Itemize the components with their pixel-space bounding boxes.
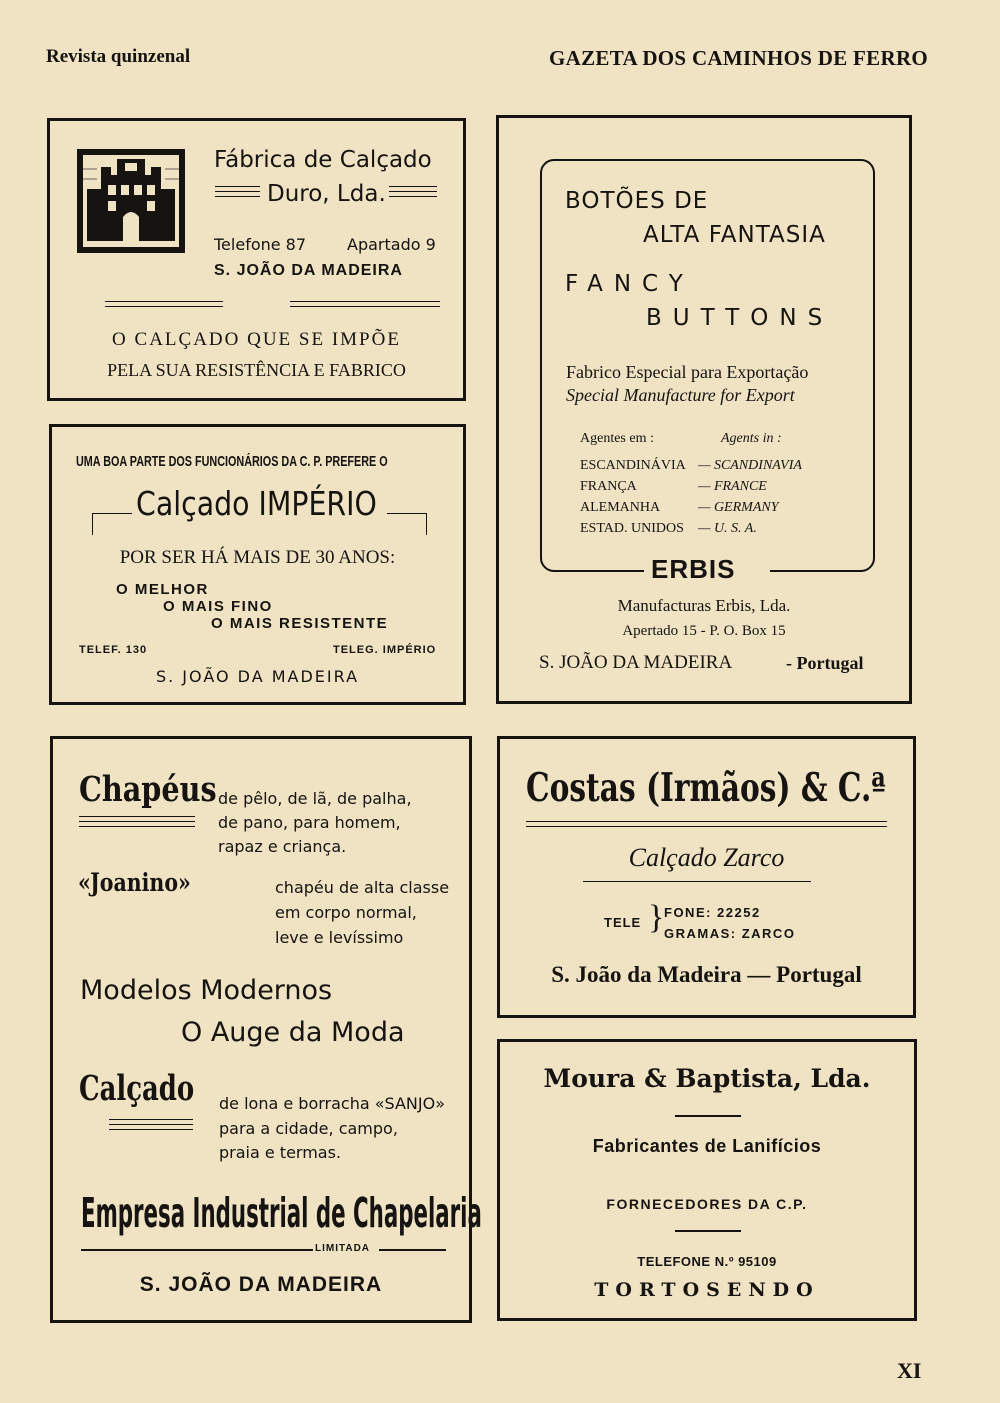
duro-slogan1: O CALÇADO QUE SE IMPÕE xyxy=(112,329,401,350)
divider xyxy=(389,186,437,187)
erbis-row-en: — FRANCE xyxy=(698,479,767,494)
divider xyxy=(109,1119,193,1120)
duro-slogan2: PELA SUA RESISTÊNCIA E FABRICO xyxy=(107,360,406,380)
divider xyxy=(387,513,427,514)
divider xyxy=(105,301,223,302)
divider xyxy=(92,513,132,514)
imperio-l1: O MELHOR xyxy=(116,581,209,598)
divider xyxy=(583,881,811,882)
erbis-agents-pt: Agentes em : xyxy=(580,431,654,446)
divider xyxy=(379,1249,446,1251)
ad-chapeus xyxy=(50,736,482,1323)
duro-title1: Fábrica de Calçado xyxy=(214,147,432,173)
costas-place: S. João da Madeira — Portugal xyxy=(551,962,862,987)
erbis-b2: ALTA FANTASIA xyxy=(643,222,826,248)
chapeus-desc1: de pêlo, de lã, de palha, xyxy=(218,789,412,808)
ad-erbis xyxy=(496,115,912,704)
divider xyxy=(81,1249,313,1251)
erbis-row-pt: ESTAD. UNIDOS xyxy=(580,521,684,536)
header-left: Revista quinzenal xyxy=(46,46,191,67)
erbis-agents-en: Agents in : xyxy=(721,431,782,446)
imperio-teleg: TELEG. IMPÉRIO xyxy=(333,644,437,656)
erbis-place: S. JOÃO DA MADEIRA xyxy=(539,652,733,673)
costas-fone: FONE: 22252 xyxy=(664,905,761,920)
divider xyxy=(675,1115,741,1117)
page-number: XI xyxy=(897,1358,922,1383)
divider xyxy=(215,196,260,197)
chapeus-place: S. JOÃO DA MADEIRA xyxy=(139,1273,383,1296)
duro-title2: Duro, Lda. xyxy=(267,181,386,207)
erbis-row-en: — GERMANY xyxy=(698,500,779,515)
costas-gramas: GRAMAS: ZARCO xyxy=(664,926,796,941)
auge-line: O Auge da Moda xyxy=(181,1017,405,1048)
imperio-l2: O MAIS FINO xyxy=(163,598,273,615)
castle-logo xyxy=(77,149,185,253)
divider xyxy=(79,821,195,822)
duro-apartado: Apartado 9 xyxy=(347,235,436,254)
costas-brace: } xyxy=(648,899,665,936)
ad-duro xyxy=(47,118,466,401)
joanino-desc1: chapéu de alta classe xyxy=(275,878,450,897)
moura-place: TORTOSENDO xyxy=(594,1279,820,1301)
erbis-b1: BOTÕES DE xyxy=(565,188,709,214)
duro-place: S. JOÃO DA MADEIRA xyxy=(214,262,403,279)
ad-costas xyxy=(497,736,916,1018)
divider xyxy=(215,191,260,192)
modelos-line: Modelos Modernos xyxy=(80,975,333,1006)
header-right: GAZETA DOS CAMINHOS DE FERRO xyxy=(549,46,929,70)
empresa-limitada: LIMITADA xyxy=(315,1243,371,1254)
imperio-telef: TELEF. 130 xyxy=(79,644,148,656)
erbis-row-pt: ESCANDINÁVIA xyxy=(580,458,686,473)
imperio-l3: O MAIS RESISTENTE xyxy=(211,615,389,632)
erbis-row-pt: FRANÇA xyxy=(580,479,637,494)
divider xyxy=(389,196,437,197)
joanino-desc2: em corpo normal, xyxy=(275,903,417,922)
chapeus-desc2: de pano, para homem, xyxy=(218,813,401,832)
divider xyxy=(109,1124,193,1125)
chapeus-title: Chapéus xyxy=(79,769,217,810)
chapeus-desc3: rapaz e criança. xyxy=(218,837,347,856)
calcado-desc2: para a cidade, campo, xyxy=(219,1119,398,1138)
calcado-desc1: de lona e borracha «SANJO» xyxy=(219,1094,445,1113)
imperio-title: Calçado IMPÉRIO xyxy=(136,484,377,523)
erbis-p1: Fabrico Especial para Exportação xyxy=(566,362,809,382)
costas-title: Costas (Irmãos) & C.ª xyxy=(526,765,886,811)
erbis-f2: BUTTONS xyxy=(646,305,834,331)
divider xyxy=(79,816,195,817)
calcado-title: Calçado xyxy=(79,1068,195,1109)
calcado-desc3: praia e termas. xyxy=(219,1143,342,1162)
duro-telefone: Telefone 87 xyxy=(214,235,307,254)
joanino-desc3: leve e levíssimo xyxy=(275,928,404,947)
imperio-top: UMA BOA PARTE DOS FUNCIONÁRIOS DA C. P. PREFERE O xyxy=(76,453,388,470)
erbis-box: Apertado 15 - P. O. Box 15 xyxy=(622,623,786,639)
imperio-place: S. JOÃO DA MADEIRA xyxy=(155,667,360,686)
moura-sub: Fabricantes de Lanifícios xyxy=(592,1136,822,1156)
moura-fornecedores: FORNECEDORES DA C.P. xyxy=(606,1196,808,1212)
joanino-title: «Joanino» xyxy=(78,868,191,897)
ad-moura xyxy=(497,1039,917,1321)
erbis-row-pt: ALEMANHA xyxy=(580,500,661,515)
erbis-row-en: — SCANDINAVIA xyxy=(698,458,802,473)
imperio-years: POR SER HÁ MAIS DE 30 ANOS: xyxy=(119,547,396,568)
divider xyxy=(79,826,195,827)
erbis-f1: FANCY xyxy=(565,271,694,297)
erbis-country: - Portugal xyxy=(786,653,864,673)
divider xyxy=(105,306,223,307)
moura-telefone: TELEFONE N.º 95109 xyxy=(637,1254,777,1269)
divider xyxy=(389,191,437,192)
erbis-brand: ERBIS xyxy=(651,554,736,584)
divider xyxy=(675,1230,741,1232)
erbis-company: Manufacturas Erbis, Lda. xyxy=(617,596,791,615)
divider xyxy=(92,513,93,535)
costas-subtitle: Calçado Zarco xyxy=(628,843,785,872)
divider xyxy=(526,826,887,827)
divider xyxy=(426,513,427,535)
erbis-row-en: — U. S. A. xyxy=(698,521,757,536)
erbis-p2: Special Manufacture for Export xyxy=(566,385,795,405)
ad-imperio xyxy=(49,424,466,705)
moura-title: Moura & Baptista, Lda. xyxy=(543,1064,871,1093)
divider xyxy=(290,306,440,307)
divider xyxy=(526,821,887,822)
divider xyxy=(109,1129,193,1130)
divider xyxy=(290,301,440,302)
divider xyxy=(215,186,260,187)
costas-tele: TELE xyxy=(604,915,642,930)
empresa-title: Empresa Industrial de Chapelaria xyxy=(81,1189,482,1237)
